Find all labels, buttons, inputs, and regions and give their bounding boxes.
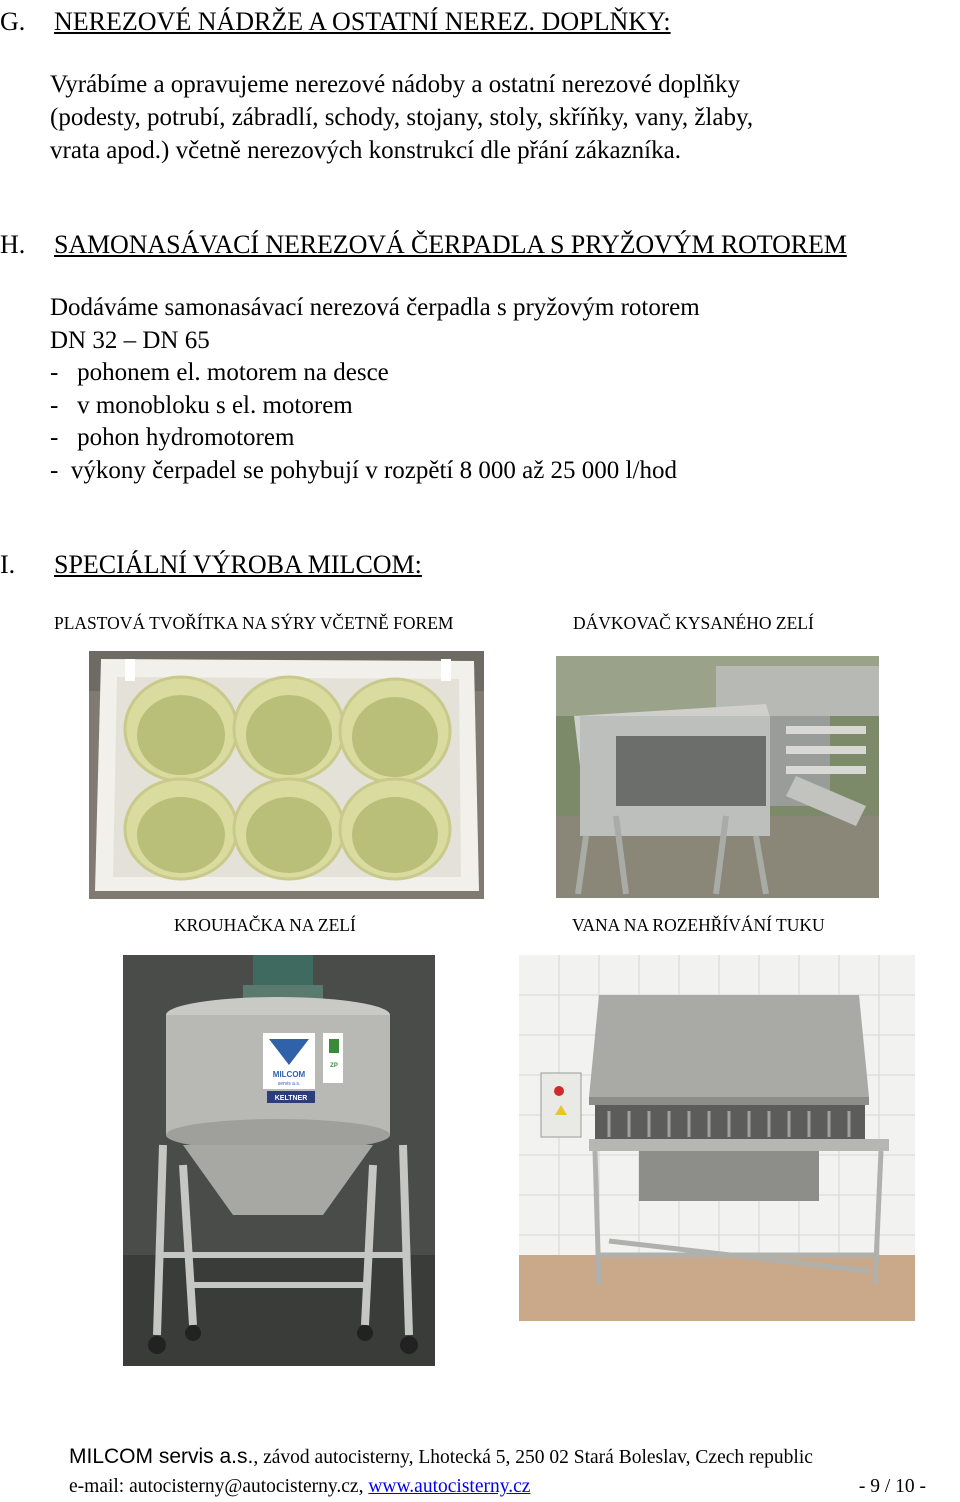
section-i-letter: I.: [0, 550, 16, 579]
section-h-line: - pohonem el. motorem na desce: [50, 359, 389, 386]
caption-cheese-molds: PLASTOVÁ TVOŘÍTKA NA SÝRY VČETNĚ FOREM: [54, 613, 454, 633]
section-h-line: DN 32 – DN 65: [50, 326, 210, 354]
section-h-body: [50, 292, 700, 487]
caption-sauerkraut-dispenser: DÁVKOVAČ KYSANÉHO ZELÍ: [573, 613, 814, 633]
section-g-heading: [0, 7, 671, 37]
shredder-sticker-label: ZP: [330, 1063, 338, 1069]
section-h-line: - v monobloku s el. motorem: [50, 391, 353, 419]
caption-fat-warming-tank: VANA NA ROZEHŘÍVÁNÍ TUKU: [572, 915, 825, 935]
section-i-heading: [0, 550, 422, 580]
footer: [69, 1443, 939, 1502]
caption-cabbage-shredder: KROUHAČKA NA ZELÍ: [174, 915, 356, 935]
section-h-letter: H.: [0, 230, 26, 259]
fat-warming-tank-photo: [519, 955, 915, 1321]
section-g-letter: G.: [0, 7, 26, 36]
section-h-line: Dodáváme samonasávací nerezová čerpadla s pryžovým rotorem: [50, 294, 700, 321]
section-h-heading: [0, 230, 847, 260]
footer-email: e-mail: autocisterny@autocisterny.cz,: [69, 1476, 369, 1497]
sauerkraut-dispenser-photo: [556, 656, 879, 898]
footer-contact-line: [69, 1473, 939, 1502]
shredder-brand-label: MILCOM: [272, 1070, 306, 1079]
section-g-line: (podesty, potrubí, zábradlí, schody, stojany, stoly, skříňky, vany, žlaby,: [50, 104, 754, 131]
footer-company: MILCOM servis a.s.: [69, 1445, 254, 1468]
section-h-line: - výkony čerpadel se pohybují v rozpětí 8 000 až 25 000 l/hod: [50, 456, 677, 484]
shredder-plate-label: KELTNER: [274, 1095, 308, 1102]
section-g-line: vrata apod.) včetně nerezových konstrukcí dle přání zákazníka.: [50, 137, 681, 164]
section-i-title: SPECIÁLNÍ VÝROBA MILCOM:: [54, 550, 422, 579]
shredder-brand-sub-label: servis a.s.: [277, 1081, 301, 1087]
section-g-line: Vyrábíme a opravujeme nerezové nádoby a ostatní nerezové doplňky: [50, 71, 741, 98]
footer-website-link[interactable]: www.autocisterny.cz: [368, 1476, 531, 1497]
cabbage-shredder-photo: [123, 955, 435, 1366]
section-h-line: - pohon hydromotorem: [50, 424, 295, 451]
footer-address: , závod autocisterny, Lhotecká 5, 250 02 Stará Boleslav, Czech republic: [253, 1447, 813, 1468]
section-g-body: [50, 68, 753, 167]
footer-page-number: - 9 / 10 -: [858, 1476, 926, 1497]
cheese-molds-photo: [89, 651, 484, 899]
section-g-title: NEREZOVÉ NÁDRŽE A OSTATNÍ NEREZ. DOPLŇKY:: [54, 7, 671, 36]
footer-address-line: [69, 1443, 939, 1473]
section-h-title: SAMONASÁVACÍ NEREZOVÁ ČERPADLA S PRYŽOVÝM ROTOREM: [54, 230, 847, 259]
